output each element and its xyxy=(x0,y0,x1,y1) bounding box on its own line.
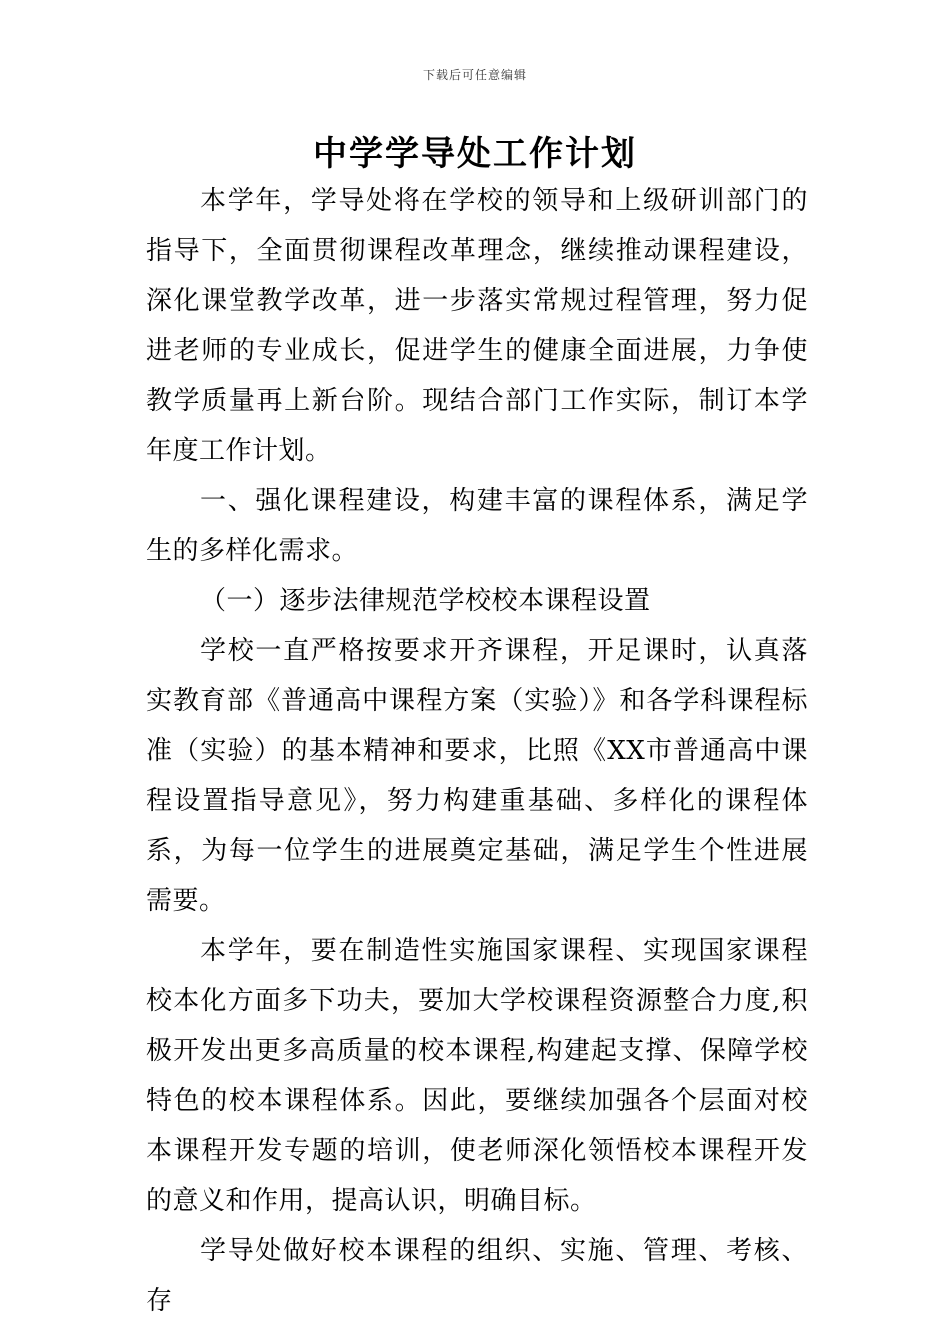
document-title: 中学学导处工作计划 xyxy=(313,134,637,174)
header-note: 下载后可任意编辑 xyxy=(422,68,527,82)
paragraph-management: 学导处做好校本课程的组织、实施、管理、考核、存 xyxy=(146,1236,808,1316)
document-body xyxy=(146,176,808,1326)
subsection-heading-1: （一）逐步法律规范学校校本课程设置 xyxy=(200,586,651,616)
section-heading-1: 一、强化课程建设，构建丰富的课程体系，满足学生的多样化需求。 xyxy=(146,486,808,566)
paragraph-curriculum: 学校一直严格按要求开齐课程，开足课时，认真落实教育部《普通高中课程方案（实验）》和各学科课程标准（实验）的基本精神和要求，比照《XX市普通高中课程设置指导意见》，努力构建重基础、多样化的课程体系，为每一位学生的进展奠定基础，满足学生个性进展需要。 xyxy=(146,636,808,916)
paragraph-school-based: 本学年，要在制造性实施国家课程、实现国家课程校本化方面多下功夫，要加大学校课程资源整合力度,积极开发出更多高质量的校本课程,构建起支撑、保障学校特色的校本课程体系。因此，要继续加强各个层面对校本课程开发专题的培训，使老师深化领悟校本课程开发的意义和作用，提高认识，明确目标。 xyxy=(146,936,808,1216)
paragraph-intro: 本学年，学导处将在学校的领导和上级研训部门的指导下，全面贯彻课程改革理念，继续推动课程建设，深化课堂教学改革，进一步落实常规过程管理，努力促进老师的专业成长，促进学生的健康全面进展，力争使教学质量再上新台阶。现结合部门工作实际，制订本学年度工作计划。 xyxy=(146,186,808,466)
